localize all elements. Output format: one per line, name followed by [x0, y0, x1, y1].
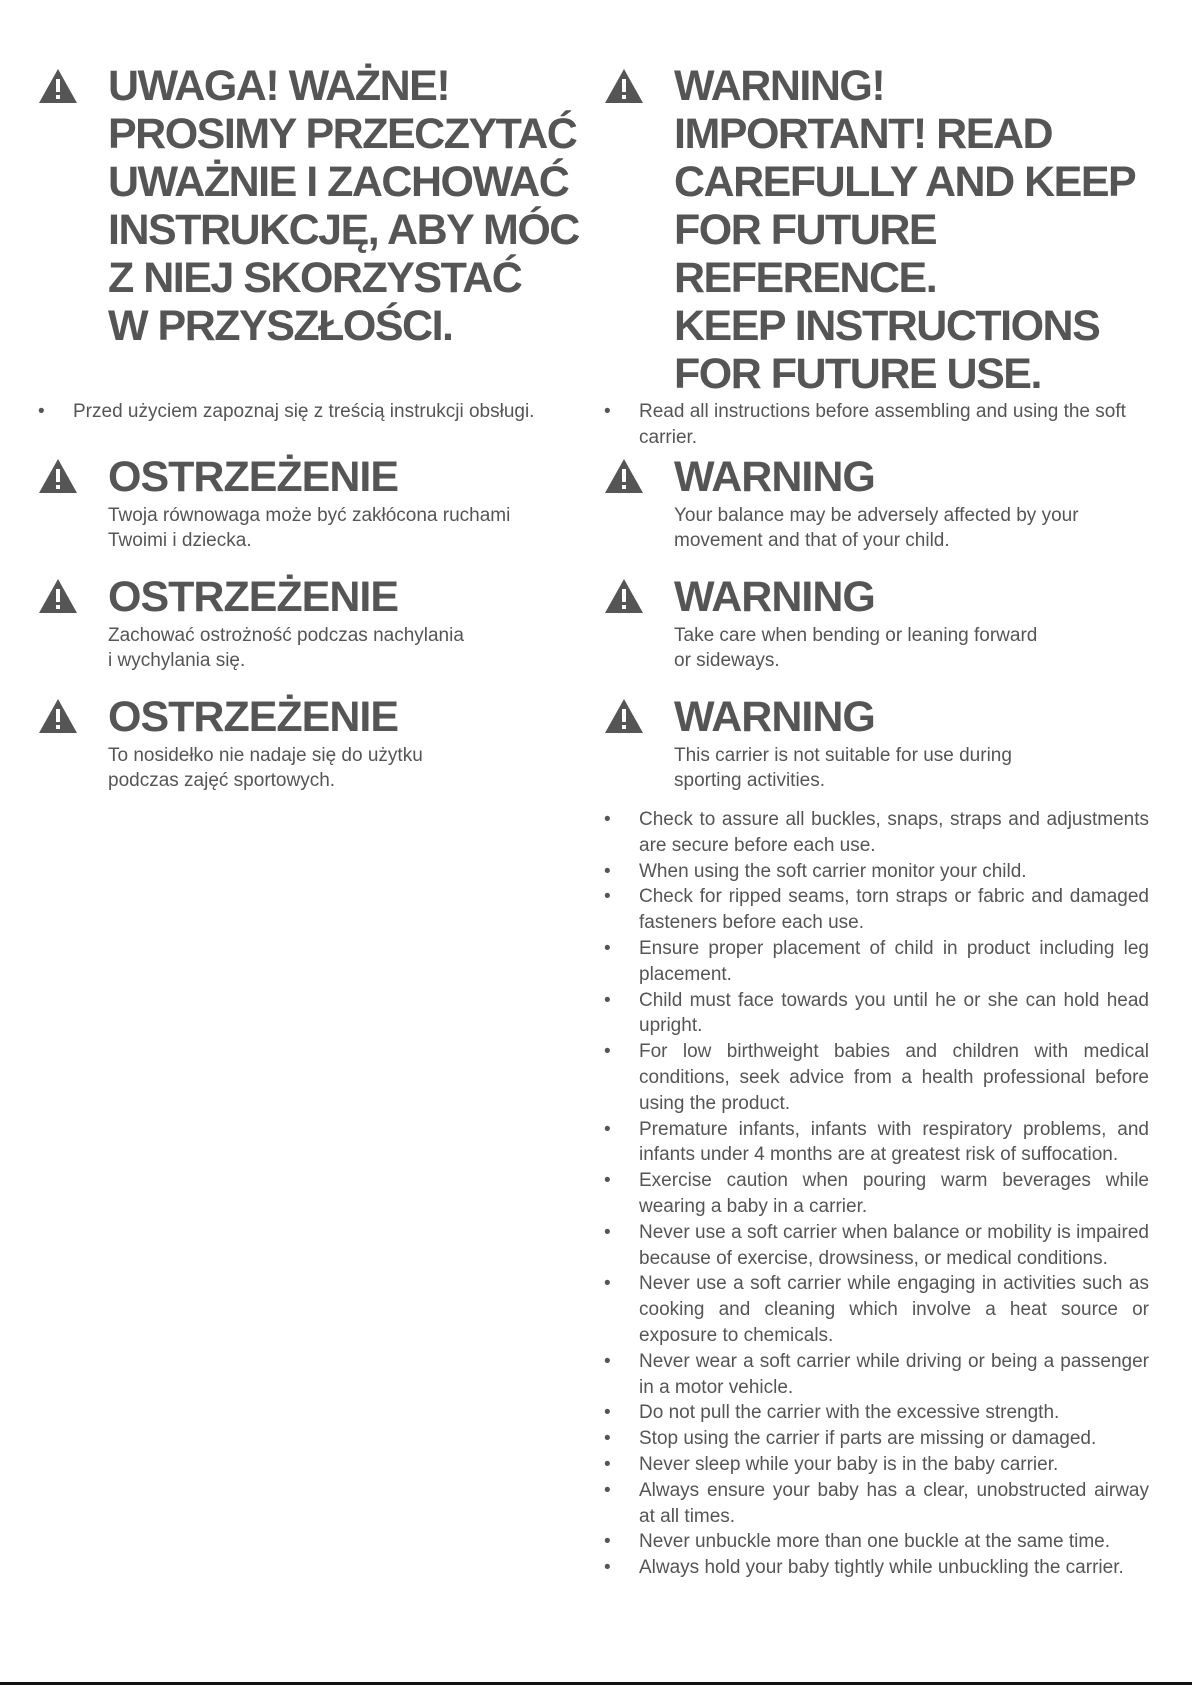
- polish-warning-1: [38, 453, 510, 553]
- list-item: • Check to assure all buckles, snaps, straps and adjustments are secure before each use.: [604, 807, 1149, 859]
- warning-triangle-icon: [604, 578, 644, 614]
- warning-triangle-icon: [38, 698, 78, 734]
- warning-text: Your balance may be adversely affected by your movement and that of your child.: [674, 505, 1079, 551]
- warning-title: WARNING: [674, 453, 875, 501]
- polish-warning-2: [38, 573, 464, 673]
- warning-title: OSTRZEŻENIE: [108, 453, 399, 501]
- english-warning-1: [604, 453, 1079, 553]
- warning-title: OSTRZEŻENIE: [108, 573, 399, 621]
- list-item: • Always hold your baby tightly while unbuckling the carrier.: [604, 1555, 1149, 1581]
- english-intro-list: [604, 399, 1152, 451]
- list-item: • Child must face towards you until he or she can hold head upright.: [604, 988, 1149, 1040]
- warning-triangle-icon: [604, 68, 644, 104]
- warning-title: OSTRZEŻENIE: [108, 693, 399, 741]
- list-item: • Przed użyciem zapoznaj się z treścią instrukcji obsługi.: [38, 399, 534, 425]
- warning-triangle-icon: [38, 458, 78, 494]
- list-item: • Ensure proper placement of child in product including leg placement.: [604, 936, 1149, 988]
- polish-intro-list: [38, 399, 534, 425]
- polish-main-title: UWAGA! WAŻNE! PROSIMY PRZECZYTAĆ UWAŻNIE I ZACHOWAĆ INSTRUKCJĘ, ABY MÓC Z NIEJ SKORZYSTAĆ W PRZYSZŁOŚCI.: [108, 62, 579, 350]
- list-item: • Stop using the carrier if parts are missing or damaged.: [604, 1426, 1149, 1452]
- polish-warning-3: [38, 693, 423, 793]
- english-main-warning: [604, 62, 1135, 398]
- list-item: • Premature infants, infants with respiratory problems, and infants under 4 months are at greatest risk of suffocation.: [604, 1117, 1149, 1169]
- list-item: • For low birthweight babies and children with medical conditions, seek advice from a health professional before using the product.: [604, 1039, 1149, 1116]
- list-item: • Never use a soft carrier while engaging in activities such as cooking and cleaning which involve a heat source or exposure to chemicals.: [604, 1271, 1149, 1348]
- list-item: • Never wear a soft carrier while driving or being a passenger in a motor vehicle.: [604, 1349, 1149, 1401]
- warning-triangle-icon: [604, 698, 644, 734]
- warning-text: Take care when bending or leaning forward or sideways.: [674, 625, 1038, 671]
- list-item: • Always ensure your baby has a clear, unobstructed airway at all times.: [604, 1478, 1149, 1530]
- list-item: • Never use a soft carrier when balance or mobility is impaired because of exercise, drowsiness, or medical conditions.: [604, 1220, 1149, 1272]
- list-item: • Read all instructions before assembling and using the soft carrier.: [604, 399, 1152, 451]
- english-warning-2: [604, 573, 1037, 673]
- polish-main-warning: [38, 62, 579, 350]
- english-warning-3: [604, 693, 1012, 793]
- list-item: • Never sleep while your baby is in the baby carrier.: [604, 1452, 1149, 1478]
- warning-text: This carrier is not suitable for use during sporting activities.: [674, 745, 1012, 791]
- list-item: • Never unbuckle more than one buckle at the same time.: [604, 1529, 1149, 1555]
- warning-text: Twoja równowaga może być zakłócona ruchami Twoimi i dziecka.: [108, 505, 511, 551]
- warning-text: To nosidełko nie nadaje się do użytku podczas zajęć sportowych.: [108, 745, 423, 791]
- warning-title: WARNING: [674, 573, 875, 621]
- warning-triangle-icon: [38, 68, 78, 104]
- list-item: • Check for ripped seams, torn straps or fabric and damaged fasteners before each use.: [604, 884, 1149, 936]
- list-item: • Do not pull the carrier with the excessive strength.: [604, 1400, 1149, 1426]
- warning-text: Zachować ostrożność podczas nachylania i wychylania się.: [108, 625, 464, 671]
- list-item: • When using the soft carrier monitor your child.: [604, 859, 1149, 885]
- list-item: • Exercise caution when pouring warm beverages while wearing a baby in a carrier.: [604, 1168, 1149, 1220]
- english-main-title: WARNING! IMPORTANT! READ CAREFULLY AND KEEP FOR FUTURE REFERENCE. KEEP INSTRUCTIONS FOR FUTURE USE.: [674, 62, 1136, 398]
- warning-triangle-icon: [604, 458, 644, 494]
- warning-triangle-icon: [38, 578, 78, 614]
- english-instructions-list: [604, 807, 1149, 1581]
- warning-title: WARNING: [674, 693, 875, 741]
